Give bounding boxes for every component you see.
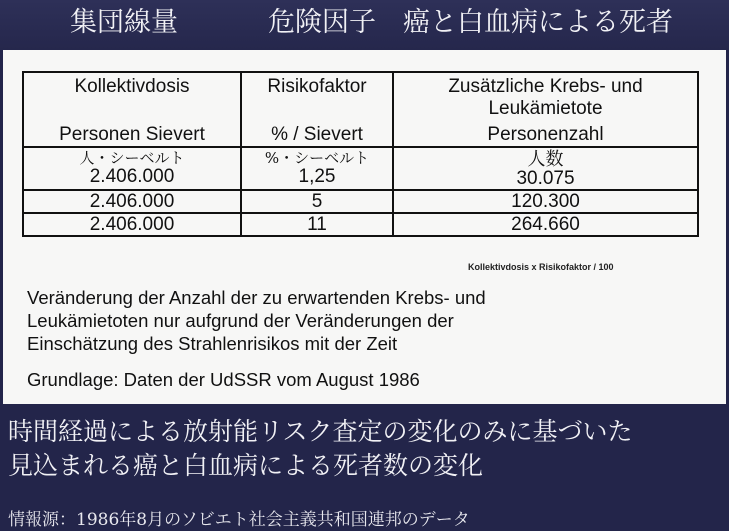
source-note: 情報源：1986年8月のソビエト社会主義共和国連邦のデータ xyxy=(8,510,470,530)
table-cell: 120.300 xyxy=(393,190,698,213)
table-row xyxy=(23,213,698,236)
header-label: Zusätzliche Krebs- und xyxy=(448,76,643,97)
table-cell xyxy=(393,147,698,190)
description-line: Veränderung der Anzahl der zu erwartenden Krebs- und xyxy=(27,287,486,308)
table-cell xyxy=(23,147,241,190)
unit-label-jp: 人・シーベルト xyxy=(79,149,185,167)
header-unit: Personenzahl xyxy=(487,124,604,145)
cell-value: 2.406.000 xyxy=(89,166,175,187)
table-header-row xyxy=(23,72,698,147)
header-unit: % / Sievert xyxy=(271,124,363,145)
description-line: Einschätzung des Strahlenrisikos mit der Zeit xyxy=(27,333,398,354)
scanned-document xyxy=(3,50,726,404)
slide-title-right: 危険因子 癌と白血病による死者 xyxy=(268,7,673,38)
unit-label-jp: %・シーベルト xyxy=(264,149,370,167)
table-cell: 2.406.000 xyxy=(23,190,241,213)
header-unit: Personen Sievert xyxy=(59,124,205,145)
caption-line: 時間経過による放射能リスク査定の変化のみに基づいた xyxy=(8,417,633,446)
title-bar xyxy=(0,0,729,50)
formula-note: Kollektivdosis x Risikofaktor / 100 xyxy=(468,262,614,272)
unit-label-jp: 人数 xyxy=(527,149,564,170)
header-additional-deaths xyxy=(393,72,698,147)
caption-line: 見込まれる癌と白血病による死者数の変化 xyxy=(8,451,484,480)
table-cell: 2.406.000 xyxy=(23,213,241,236)
table-cell: 11 xyxy=(241,213,393,236)
data-basis: Grundlage: Daten der UdSSR vom August 1986 xyxy=(27,369,420,390)
header-label: Risikofaktor xyxy=(267,76,367,97)
description-paragraph xyxy=(27,286,667,355)
cell-value: 30.075 xyxy=(516,168,575,189)
table-cell xyxy=(241,147,393,190)
table-cell: 5 xyxy=(241,190,393,213)
header-collective-dose xyxy=(23,72,241,147)
table-row xyxy=(23,190,698,213)
description-line: Leukämietoten nur aufgrund der Veränderungen der xyxy=(27,310,454,331)
risk-table xyxy=(22,71,699,237)
japanese-caption xyxy=(8,415,724,483)
header-label: Leukämietote xyxy=(488,98,603,119)
header-label: Kollektivdosis xyxy=(74,76,190,97)
cell-value: 1,25 xyxy=(298,166,336,187)
table-row xyxy=(23,147,698,190)
header-risk-factor xyxy=(241,72,393,147)
slide-title-left: 集団線量 xyxy=(70,7,178,38)
table-cell: 264.660 xyxy=(393,213,698,236)
